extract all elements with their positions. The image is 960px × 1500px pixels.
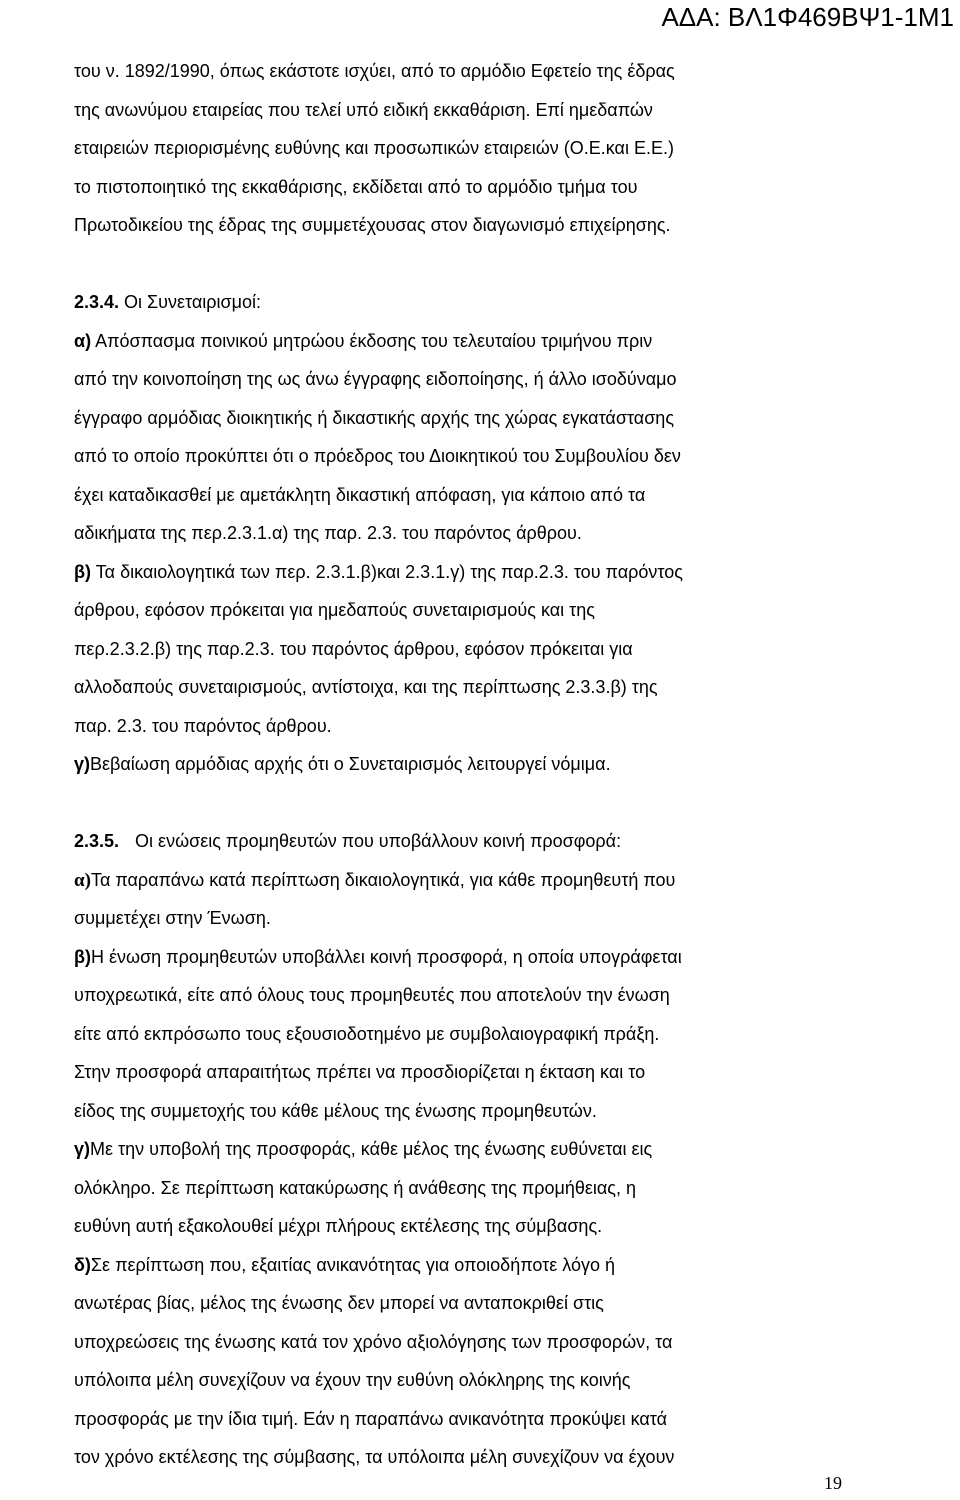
text-line: υποχρεωτικά, είτε από όλους τους προμηθευτές που αποτελούν την ένωση <box>74 985 670 1005</box>
text-line: το πιστοποιητικό της εκκαθάρισης, εκδίδεται από το αρμόδιο τμήμα του <box>74 176 638 197</box>
text-line: Πρωτοδικείου της έδρας της συμμετέχουσας στον διαγωνισμό επιχείρησης. <box>74 215 671 235</box>
text-line <box>74 322 836 361</box>
text-line <box>74 861 836 900</box>
text-line <box>74 938 836 977</box>
text-line: από την κοινοποίηση της ως άνω έγγραφης ειδοποίησης, ή άλλο ισοδύναμο <box>74 369 677 389</box>
item-text: Η ένωση προμηθευτών υποβάλλει κοινή προσφορά, η οποία υπογράφεται <box>90 946 682 967</box>
text-line <box>74 745 836 784</box>
text-line: ανωτέρας βίας, μέλος της ένωσης δεν μπορεί να ανταποκριθεί στις <box>74 1293 604 1313</box>
section-2-3-4 <box>74 283 836 784</box>
section-heading <box>74 822 836 861</box>
item-text: Τα παραπάνω κατά περίπτωση δικαιολογητικά, για κάθε προμηθευτή που <box>90 869 676 890</box>
text-line: εταιρειών περιορισμένης ευθύνης και προσωπικών εταιρειών (Ο.Ε.και Ε.Ε.) <box>74 138 674 158</box>
item-text: Τα δικαιολογητικά των περ. 2.3.1.β)και 2.3.1.γ) της παρ.2.3. του παρόντος <box>90 561 683 582</box>
text-line <box>74 1246 836 1285</box>
document-body <box>74 52 836 1477</box>
text-line <box>74 553 836 592</box>
section-2-3-5 <box>74 822 836 1477</box>
page-number: 19 <box>824 1473 842 1493</box>
item-text: Με την υποβολή της προσφοράς, κάθε μέλος της ένωσης ευθύνεται εις <box>90 1139 653 1159</box>
text-line: από το οποίο προκύπτει ότι ο πρόεδρος του Διοικητικού του Συμβουλίου δεν <box>74 446 681 466</box>
text-line: ευθύνη αυτή εξακολουθεί μέχρι πλήρους εκτέλεσης της σύμβασης. <box>74 1216 603 1236</box>
section-title: Οι ενώσεις προμηθευτών που υποβάλλουν κοινή προσφορά: <box>135 831 622 851</box>
item-text: Σε περίπτωση που, εξαιτίας ανικανότητας για οποιοδήποτε λόγο ή <box>90 1254 616 1275</box>
spacer <box>74 245 836 284</box>
section-number: 2.3.4. <box>74 292 120 312</box>
text-line: υποχρεώσεις της ένωσης κατά τον χρόνο αξιολόγησης των προσφορών, τα <box>74 1331 673 1352</box>
text-line: υπόλοιπα μέλη συνεχίζουν να έχουν την ευθύνη ολόκληρης της κοινής <box>74 1370 631 1390</box>
text-line: αλλοδαπούς συνεταιρισμούς, αντίστοιχα, και της περίπτωσης 2.3.3.β) της <box>74 677 658 697</box>
section-heading <box>74 283 836 322</box>
intro-paragraph <box>74 52 836 245</box>
text-line: είτε από εκπρόσωπο τους εξουσιοδοτημένο με συμβολαιογραφική πράξη. <box>74 1023 660 1044</box>
item-label: α) <box>74 330 92 351</box>
text-line: του ν. 1892/1990, όπως εκάστοτε ισχύει, από το αρμόδιο Εφετείο της έδρας <box>74 61 675 81</box>
text-line: συμμετέχει στην Ένωση. <box>74 908 271 928</box>
item-label: γ) <box>74 754 91 774</box>
section-number: 2.3.5. <box>74 831 120 851</box>
text-line: έχει καταδικασθεί με αμετάκλητη δικαστική απόφαση, για κάποιο από τα <box>74 484 646 505</box>
text-line: προσφοράς με την ίδια τιμή. Εάν η παραπάνω ανικανότητα προκύψει κατά <box>74 1408 668 1429</box>
text-line: έγγραφο αρμόδιας διοικητικής ή δικαστικής αρχής της χώρας εγκατάστασης <box>74 407 674 428</box>
item-label: α) <box>74 869 91 891</box>
item-label: β) <box>74 561 91 582</box>
item-label: δ) <box>74 1254 91 1275</box>
item-text: Απόσπασμα ποινικού μητρώου έκδοσης του τελευταίου τριμήνου πριν <box>91 330 653 351</box>
item-label: γ) <box>74 1139 91 1159</box>
text-line <box>74 1130 836 1169</box>
text-line: άρθρου, εφόσον πρόκειται για ημεδαπούς συνεταιρισμούς και της <box>74 600 595 620</box>
text-line: Στην προσφορά απαραιτήτως πρέπει να προσδιορίζεται η έκταση και το <box>74 1062 646 1082</box>
text-line: αδικήματα της περ.2.3.1.α) της παρ. 2.3. του παρόντος άρθρου. <box>74 523 582 543</box>
section-title: Οι Συνεταιρισμοί: <box>119 292 262 312</box>
text-line: είδος της συμμετοχής του κάθε μέλους της ένωσης προμηθευτών. <box>74 1100 597 1121</box>
text-line: τον χρόνο εκτέλεσης της σύμβασης, τα υπόλοιπα μέλη συνεχίζουν να έχουν <box>74 1447 675 1467</box>
item-label: β) <box>74 946 91 967</box>
spacer <box>74 784 836 823</box>
item-text: Βεβαίωση αρμόδιας αρχής ότι ο Συνεταιρισμός λειτουργεί νόμιμα. <box>90 754 611 774</box>
text-line: περ.2.3.2.β) της παρ.2.3. του παρόντος άρθρου, εφόσον πρόκειται για <box>74 638 633 659</box>
text-line: της ανωνύμου εταιρείας που τελεί υπό ειδική εκκαθάριση. Επί ημεδαπών <box>74 99 653 120</box>
text-line: ολόκληρο. Σε περίπτωση κατακύρωσης ή ανάθεσης της προμήθειας, η <box>74 1177 636 1198</box>
text-line: παρ. 2.3. του παρόντος άρθρου. <box>74 715 332 736</box>
ada-code-header: ΑΔΑ: ΒΛ1Φ469ΒΨ1-1Μ1 <box>661 2 954 32</box>
